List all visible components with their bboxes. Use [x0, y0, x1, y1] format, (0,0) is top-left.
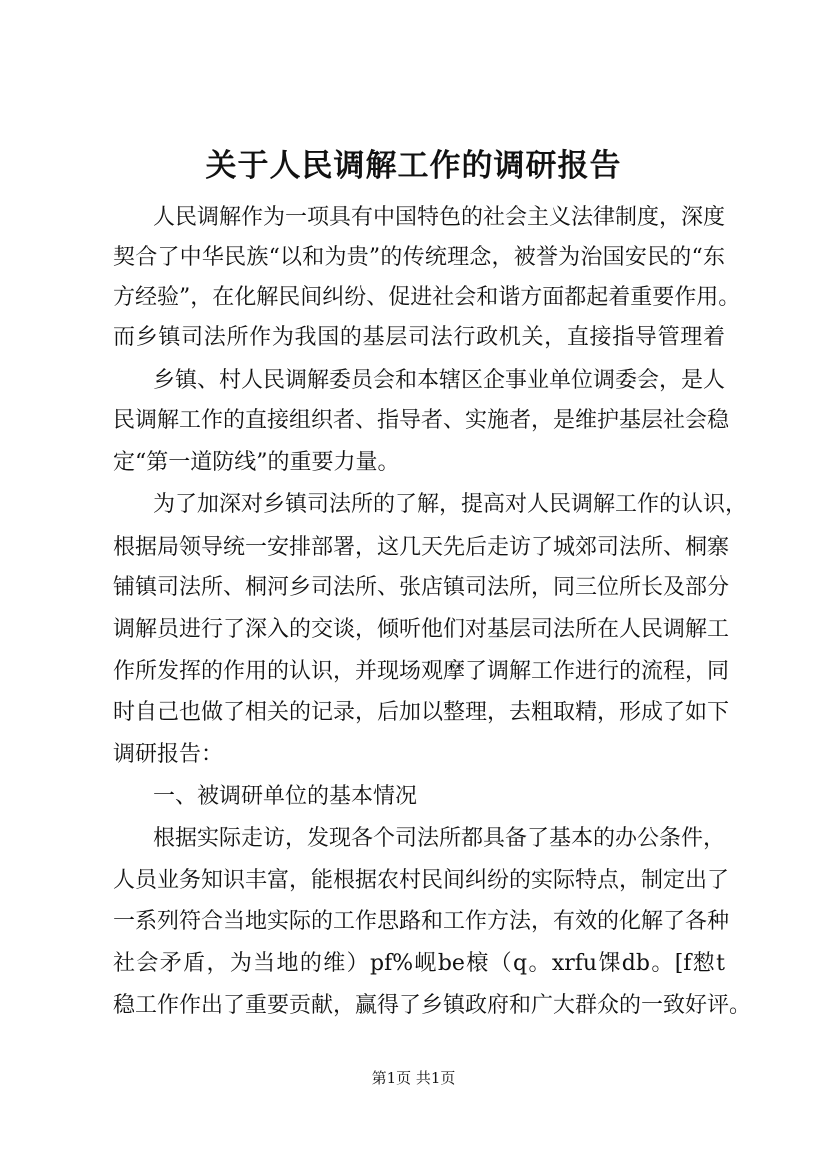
paragraph-line: 社会矛盾，为当地的维）pf%岘be榱（q。xrfu馃db。[f愸t	[113, 951, 725, 976]
document-title: 关于人民调解工作的调研报告	[205, 148, 622, 184]
paragraph-line: 乡镇、村人民调解委员会和本辖区企事业单位调委会，是人	[153, 368, 726, 393]
paragraph-line: 根据局领导统一安排部署，这几天先后走访了城郊司法所、桐寨	[113, 535, 730, 560]
paragraph-line: 调解员进行了深入的交谈，倾听他们对基层司法所在人民调解工	[113, 617, 730, 642]
paragraph-line: 时自己也做了相关的记录，后加以整理，去粗取精，形成了如下	[113, 700, 730, 725]
paragraph-line: 根据实际走访，发现各个司法所都具备了基本的办公条件，	[153, 826, 726, 851]
paragraph-line: 一系列符合当地实际的工作思路和工作方法，有效的化解了各种	[113, 909, 730, 934]
paragraph-line: 稳工作作出了重要贡献，赢得了乡镇政府和广大群众的一致好评。	[113, 993, 752, 1018]
section-heading: 一、被调研单位的基本情况	[153, 784, 418, 809]
paragraph-line: 作所发挥的作用的认识，并现场观摩了调解工作进行的流程，同	[113, 659, 730, 684]
page-footer: 第1页 共1页	[371, 1069, 456, 1087]
paragraph-line: 民调解工作的直接组织者、指导者、实施者，是维护基层社会稳	[113, 408, 730, 433]
paragraph-line: 定“第一道防线”的重要力量。	[113, 450, 400, 475]
paragraph-line: 契合了中华民族“以和为贵”的传统理念，被誉为治国安民的“东	[113, 245, 725, 270]
paragraph-line: 人民调解作为一项具有中国特色的社会主义法律制度，深度	[153, 205, 726, 230]
paragraph-line: 人员业务知识丰富，能根据农村民间纠纷的实际特点，制定出了	[113, 868, 730, 893]
paragraph-line: 为了加深对乡镇司法所的了解，提高对人民调解工作的认识，	[153, 492, 748, 517]
paragraph-line: 而乡镇司法所作为我国的基层司法行政机关，直接指导管理着	[113, 325, 725, 350]
paragraph-line: 方经验”，在化解民间纠纷、促进社会和谐方面都起着重要作用。	[113, 285, 741, 310]
paragraph-line: 调研报告：	[113, 742, 224, 767]
paragraph-line: 铺镇司法所、桐河乡司法所、张店镇司法所，同三位所长及部分	[113, 575, 730, 600]
